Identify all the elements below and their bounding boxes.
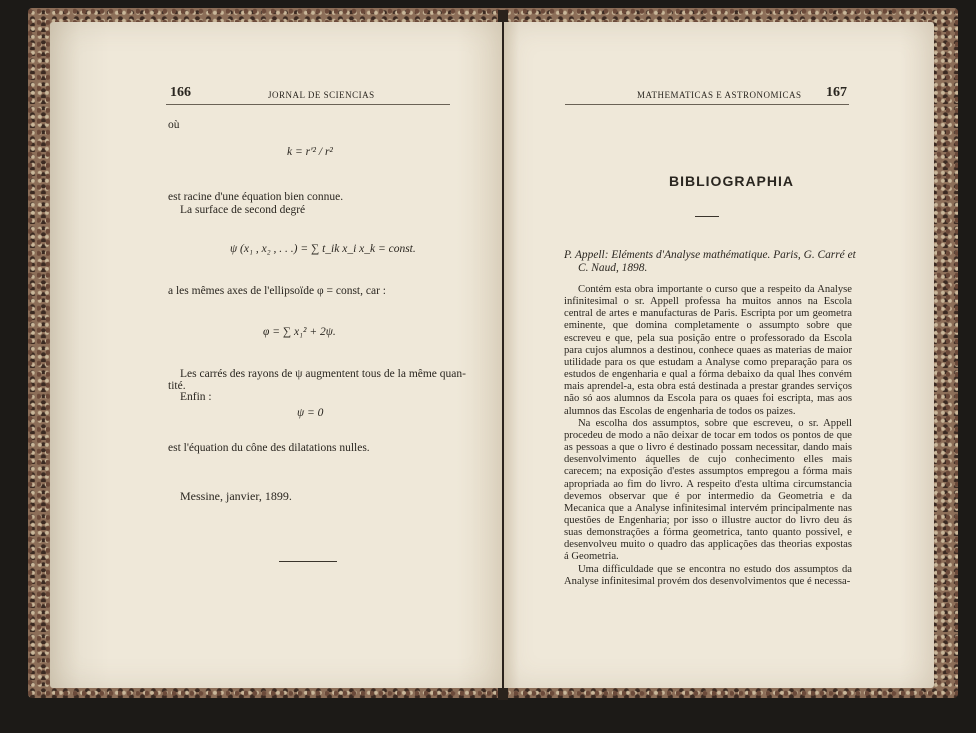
text-line-surface: La surface de second degré bbox=[180, 204, 306, 216]
paragraph-1: Contém esta obra importante o curso que a respeito da Analyse infinitesimal o sr. Appell professa ha muitos annos na Escola central de artes e manufacturas de Paris. Escripta por um geometra eminente, que domina completamente o assumpto sobre que escreveu e que, pela sua posição entre o professorado da Escola para cujos alumnos a destinou, conhece quaes as materias de maior utilidade para os que estudam a Analyse como preparação para os estudos de engenharia e qual a fórma debaixo da qual lhes convém mais aprendel-a, esta obra está destinada a prestar grandes serviços não só aos alumnos da Escola para os quaes foi escripta, mas aos alumnos das Escolas de engenharia de todos os paizes. bbox=[564, 284, 852, 417]
signature-line: Messine, janvier, 1899. bbox=[180, 489, 292, 503]
text-line-cone: est l'équation du cône des dilatations nulles. bbox=[168, 442, 370, 454]
formula-psi: ψ (x₁ , x₂ , . . .) = ∑ t_ik x_i x_k = const. bbox=[230, 243, 416, 255]
left-page bbox=[50, 22, 502, 688]
reference-line-2: C. Naud, 1898. bbox=[578, 262, 648, 274]
section-title: BIBLIOGRAPHIA bbox=[669, 173, 794, 189]
right-header-rule bbox=[565, 104, 849, 105]
left-page-number: 166 bbox=[170, 85, 191, 100]
text-line-axes: a les mêmes axes de l'ellipsoïde φ = const, car : bbox=[168, 285, 386, 297]
right-page-number: 167 bbox=[826, 85, 847, 100]
text-line-racine: est racine d'une équation bien connue. bbox=[168, 191, 344, 203]
formula-k: k = r'² / r² bbox=[287, 146, 333, 158]
formula-zero: ψ = 0 bbox=[297, 407, 324, 419]
formula-phi: φ = ∑ x₁² + 2ψ. bbox=[263, 326, 336, 338]
body-text bbox=[564, 284, 852, 588]
left-running-head: JORNAL DE SCIENCIAS bbox=[268, 90, 375, 100]
paragraph-2: Na escolha dos assumptos, sobre que escreveu, o sr. Appell procedeu de modo a não deixar de tocar em todos os pontos de que as pessoas a que o livro é destinado possam necessitar, dando mais desenvolvimento áquelles de cujo conhecimento elles mais carecem; na exposição d'estes assumptos empregou a fórma mais apropriada ao fim do livro. A respeito d'esta ultima circumstancia devemos observar que é por intermedio da Geometria e da Mecanica que a Analyse infinitesimal intervém principalmente nas questões de Engenharia; por isso o illustre auctor do livro deu ás suas demonstrações a fórma geometrica, tanto quanto possivel, e desenvolveu muito o quadro das applicações das theorias expostas á Geometria. bbox=[564, 417, 852, 563]
right-running-head: MATHEMATICAS E ASTRONOMICAS bbox=[637, 90, 802, 100]
text-line-enfin: Enfin : bbox=[180, 391, 212, 403]
text-line-ou: où bbox=[168, 119, 180, 131]
end-rule bbox=[279, 561, 337, 562]
text-line-carres-2: tité. bbox=[168, 380, 186, 392]
reference-line-1: P. Appell: Eléments d'Analyse mathématique. Paris, G. Carré et bbox=[564, 249, 856, 261]
title-rule bbox=[695, 216, 719, 217]
left-header-rule bbox=[166, 104, 450, 105]
paragraph-3: Uma difficuldade que se encontra no estudo dos assumptos da Analyse infinitesimal provém dos desenvolvimentos que é necessa- bbox=[564, 563, 852, 587]
text-line-carres-1: Les carrés des rayons de ψ augmentent tous de la même quan- bbox=[180, 368, 466, 380]
